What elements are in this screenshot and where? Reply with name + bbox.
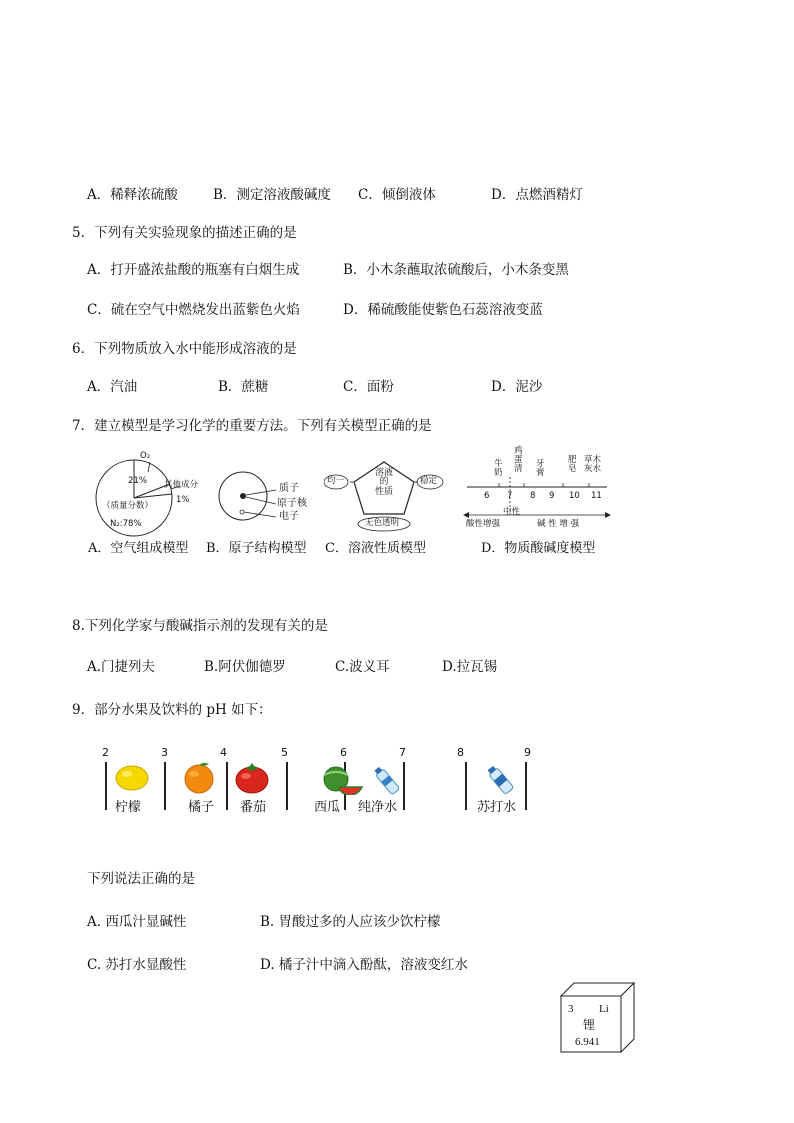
air-n2-label: N₂:78% [110,519,142,529]
q9-ph-2: 2 [102,746,109,759]
q9-sub-stem: 下列说法正确的是 [87,871,195,887]
lemon-icon [114,762,150,792]
ph-item-toothpaste: 牙 膏 [536,459,545,478]
q7-option-c: C．溶液性质模型 [325,541,426,556]
q9-label-soda-water: 苏打水 [477,800,517,815]
ph-acidity-model [463,447,613,531]
q7-option-d: D．物质酸碱度模型 [481,541,596,556]
q9-label-lemon: 柠檬 [115,800,142,815]
q9-bar-8 [465,762,467,810]
ph-tick-10: 10 [569,491,580,501]
q8-option-d: D.拉瓦锡 [442,659,498,675]
atom-nucleus-label: 原子核 [277,498,307,509]
atom-electron-label: 电子 [279,511,299,522]
q6-option-d: D．泥沙 [491,379,543,395]
q9-option-a: A. 西瓜汁显碱性 [87,914,187,930]
q9-label-tomato: 番茄 [240,800,267,815]
q5-option-d: D．稀硫酸能使紫色石蕊溶液变蓝 [343,302,543,318]
element-name: 锂 [583,1018,596,1032]
air-other-label: 其他成分 [164,480,199,490]
ph-tick-9: 9 [549,491,555,501]
element-number: 3 [568,1003,574,1015]
air-o2-label: O₂ [140,451,151,461]
element-symbol: Li [599,1003,609,1015]
q8-option-c: C.波义耳 [335,659,390,675]
q8-option-a: A.门捷列夫 [87,659,156,675]
ph-tick-11: 11 [591,491,602,501]
q6-option-b: B．蔗糖 [218,379,269,395]
q5-stem: 5．下列有关实验现象的描述正确的是 [72,225,297,241]
q9-stem: 9．部分水果及饮料的 pH 如下： [72,702,272,718]
q8-stem: 8.下列化学家与酸碱指示剂的发现有关的是 [72,618,328,634]
solution-property-model [324,458,446,534]
soda-water-bottle-icon [484,762,518,798]
ph-acid-label: 酸性增强 [466,519,501,529]
q9-option-d: D. 橘子汁中滴入酚酞，溶液变红水 [260,957,468,973]
q9-option-b: B. 胃酸过多的人应该少饮柠檬 [260,914,441,930]
water-bottle-icon [372,763,402,799]
q9-bar-9 [525,762,527,810]
q5-option-b: B．小木条蘸取浓硫酸后，小木条变黑 [343,262,569,278]
q9-bar-7 [403,762,405,810]
q7-stem: 7．建立模型是学习化学的重要方法。下列有关模型正确的是 [72,418,432,434]
ph-tick-6: 6 [484,491,490,501]
q4-option-c: C．倾倒液体 [358,187,436,203]
tomato-icon [233,760,271,794]
q9-ph-7: 7 [399,746,406,759]
solution-uniform-label: 均一 [327,476,345,486]
air-other-percent: 1% [176,495,190,505]
q6-option-c: C．面粉 [343,379,394,395]
air-composition-model [92,450,208,540]
q6-option-a: A．汽油 [87,379,138,395]
solution-clear-label: 无色透明 [365,518,400,528]
q8-option-b: B.阿伏伽德罗 [204,659,286,675]
q9-ph-4: 4 [220,746,227,759]
q9-label-pure-water: 纯净水 [358,800,398,815]
q9-ph-9: 9 [524,746,531,759]
solution-center-label: 溶液 的 性质 [374,468,393,497]
ph-item-soap: 肥 皂 [568,455,577,474]
q9-label-orange: 橘子 [188,800,215,815]
ph-item-milk: 牛 奶 [494,459,503,478]
lithium-element-card [560,982,636,1054]
q7-option-b: B．原子结构模型 [206,541,307,556]
ph-base-label: 碱 性 增 强 [537,519,580,529]
q9-label-watermelon: 西瓜 [314,800,341,815]
atom-figure [218,462,318,532]
q9-ph-3: 3 [161,746,168,759]
solution-stable-label: 稳定 [420,476,438,486]
q9-bar-5 [286,762,288,810]
air-mass-label: （质量分数） [102,501,154,511]
element-mass: 6.941 [575,1036,600,1048]
ph-tick-7: 7 [507,491,513,501]
ph-tick-8: 8 [530,491,536,501]
orange-icon [180,760,218,794]
q6-stem: 6．下列物质放入水中能形成溶液的是 [72,341,297,357]
q9-bar-3 [164,762,166,810]
q4-option-b: B．测定溶液酸碱度 [213,187,331,203]
q5-option-c: C．硫在空气中燃烧发出蓝紫色火焰 [87,302,300,318]
ph-neutral-label: 中性 [503,507,521,517]
q9-ph-5: 5 [281,746,288,759]
atom-proton-label: 质子 [279,483,299,494]
ph-item-ash-water: 草木 灰水 [584,455,602,474]
q4-option-a: A．稀释浓硫酸 [87,187,178,203]
q9-ph-8: 8 [457,746,464,759]
q7-option-a: A．空气组成模型 [88,541,189,556]
air-o2-percent: 21% [128,476,147,486]
ph-item-egg-white: 鸡 蛋 清 [514,446,523,474]
q9-ph-6: 6 [340,746,347,759]
q5-option-a: A．打开盛浓盐酸的瓶塞有白烟生成 [87,262,300,278]
q4-option-d: D．点燃酒精灯 [491,187,583,203]
watermelon-icon [318,765,364,795]
q9-bar-2 [105,762,107,810]
q9-bar-4 [226,762,228,810]
q9-option-c: C. 苏打水显酸性 [87,957,187,973]
atom-structure-model [218,462,318,532]
